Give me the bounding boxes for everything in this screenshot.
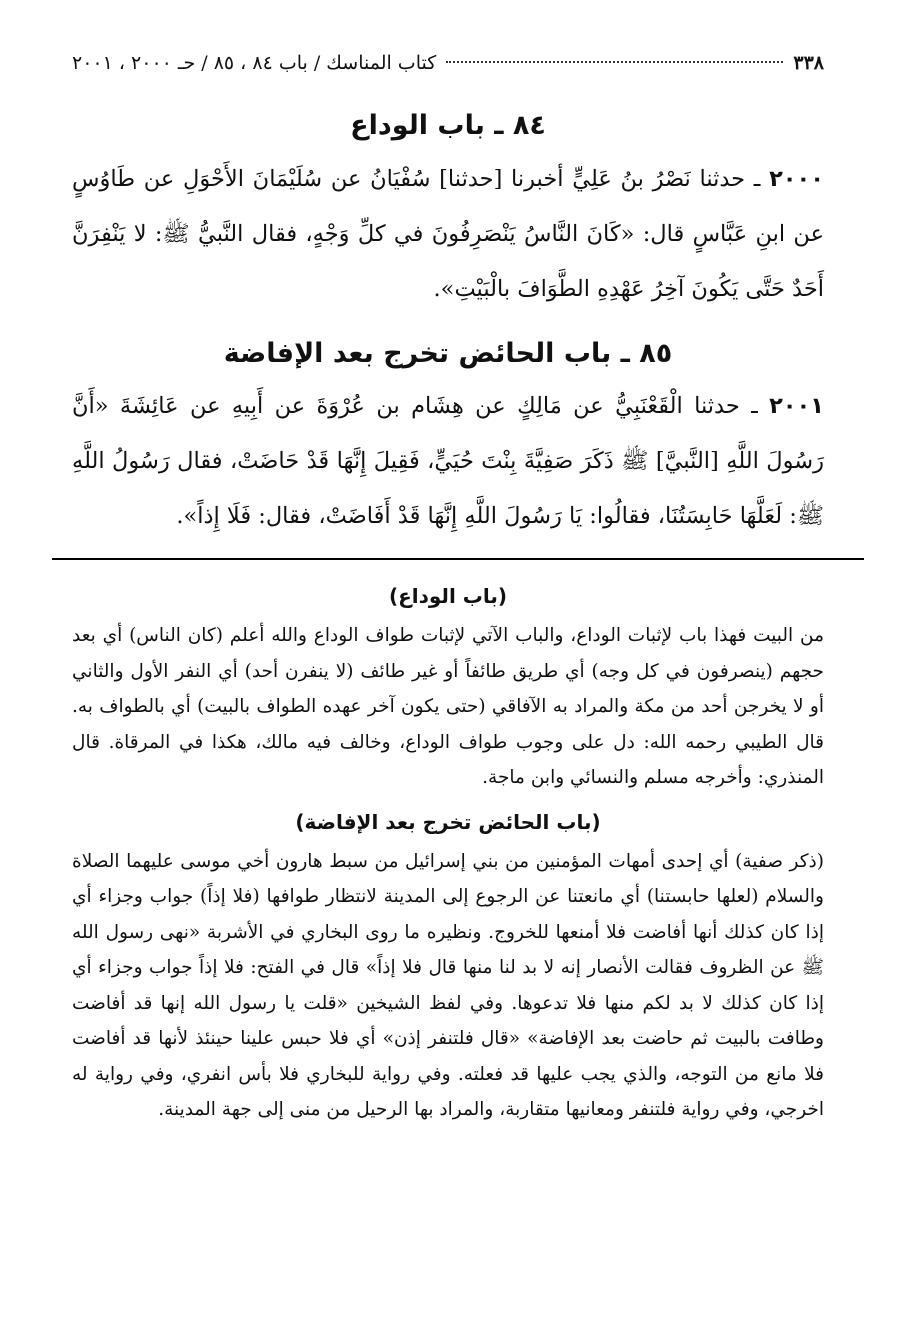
header-dotted-leader xyxy=(446,61,783,63)
commentary-text: من البيت فهذا باب لإثبات الوداع، والباب الآتي لإثبات طواف الوداع والله أعلم (كان الناس) أي بعد حجهم (ينصرفون في كل وجه) أي طريق طائفاً أو غير طائف (لا ينفرن أحد) أي النفر الأول والثاني أو لا يخرجن أحد من مكة والمراد به الآفاقي (حتى يكون آخر عهده الطواف بالبيت) أي بالطواف به. قال الطيبي رحمه الله: دل على وجوب طواف الوداع، وخالف فيه مالك، هكذا في المرقاة. قال المنذري: وأخرجه مسلم والنسائي وابن ماجة. xyxy=(72,625,824,788)
commentary-title-wada: (باب الوداع) xyxy=(388,584,508,608)
chapter-title-84: ٨٤ ـ باب الوداع xyxy=(350,110,546,141)
hadith-2001 xyxy=(72,379,824,544)
commentary-text: (ذكر صفية) أي إحدى أمهات المؤمنين من بني إسرائيل من سبط هارون أخي موسى عليهما الصلاة والسلام (لعلها حابستنا) أي مانعتنا عن الرجوع إلى المدينة لانتظار طوافها (فلا إذاً) جواب وجزاء أي إذا كان كذلك أنها أفاضت فلا أمنعها للخروج. ونظيره ما روى البخاري في الأشربة «نهى رسول الله ﷺ عن الظروف فقالت الأنصار إنه لا بد لنا منها قال فلا إذاً» قال في الفتح: فلا إذاً جواب وجزاء أي إذا كان كذلك لا بد لكم منها فلا تدعوها. وفي لفظ الشيخين «قلت يا رسول الله إنها قد أفاضت وطافت بالبيت ثم حاضت بعد الإفاضة» «قال فلتنفر إذن» أي فلا حبس علينا حينئذ لأنها قد أفاضت فلا مانع من التوجه، والذي يجب عليها قد فعلته. وفي رواية للبخاري فلا بأس انفري، وفي رواية له اخرجي، وفي رواية فلتنفر ومعانيها متقاربة، والمراد بها الرحيل من منى إلى جهة المدينة. xyxy=(72,850,825,1120)
header-book-title: كتاب المناسك / باب ٨٤ ، ٨٥ / حـ ٢٠٠٠ ، ٢٠٠١ xyxy=(72,52,437,74)
hadith-text: ـ حدثنا الْقَعْنَبِيُّ عن مَالِكٍ عن هِشَام بن عُرْوَةَ عن أَبِيهِ عن عَائِشَةَ «أَنَّ رَسُولَ اللَّهِ [النَّبيَّ] ﷺ ذَكَرَ صَفِيَّةَ بِنْتَ حُيَيٍّ، فَقِيلَ إِنَّهَا قَدْ حَاضَتْ، فقال رَسُولُ اللَّهِ ﷺ: لَعَلَّهَا حَابِسَتُنَا، فقالُوا: يَا رَسُولَ اللَّهِ إِنَّهَا قَدْ أَفَاضَتْ، فقال: فَلَا إِذاً». xyxy=(72,393,824,529)
hadith-number: ٢٠٠١ xyxy=(769,393,825,419)
commentary-haid xyxy=(72,844,824,1128)
commentary-wada xyxy=(72,618,824,796)
hadith-text: ـ حدثنا نَصْرُ بنُ عَلِيٍّ أخبرنا [حدثنا] سُفْيَانُ عن سُلَيْمَانَ الأَحْوَلِ عن طَاوُسٍ عن ابنِ عَبَّاسٍ قال: «كَانَ النَّاسُ يَنْصَرِفُونَ في كلِّ وَجْهٍ، فقال النَّبيُّ ﷺ: لا يَنْفِرَنَّ أَحَدٌ حَتَّى يَكُونَ آخِرُ عَهْدِهِ الطَّوَافَ بالْبَيْتِ». xyxy=(72,166,824,302)
hadith-2000 xyxy=(72,152,824,317)
commentary-title-haid: (باب الحائض تخرج بعد الإفاضة) xyxy=(295,809,601,834)
hadith-number: ٢٠٠٠ xyxy=(769,166,824,192)
page-number: ٣٣٨ xyxy=(793,52,824,74)
chapter-title-85: ٨٥ ـ باب الحائض تخرج بعد الإفاضة xyxy=(223,338,673,369)
running-header xyxy=(72,52,824,88)
commentary-divider xyxy=(52,558,864,560)
